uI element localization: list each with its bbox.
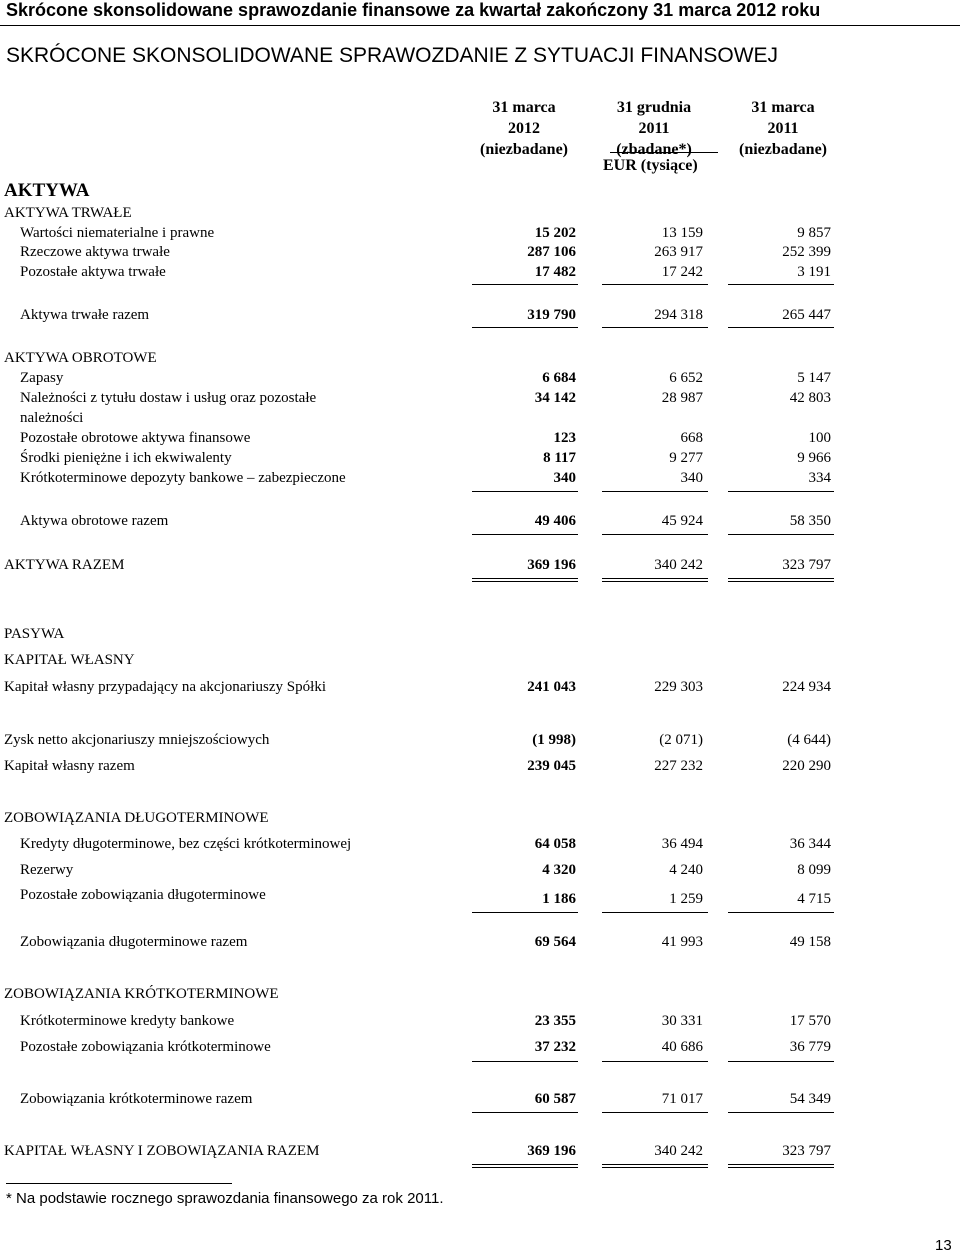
col1-line3: (niezbadane): [480, 141, 568, 158]
row-label: Kapitał własny przypadający na akcjonariuszy Spółki: [4, 679, 326, 695]
row-value: 5 147: [797, 370, 831, 386]
row-value: 41 993: [661, 934, 703, 950]
row-value: 6 652: [669, 370, 703, 386]
section-aktywa-obrotowe: AKTYWA OBROTOWE: [4, 350, 157, 366]
subtotal-rule: [472, 912, 578, 913]
row-value: 17 570: [789, 1013, 831, 1029]
row-value: (4 644): [787, 732, 831, 748]
row-label: Kredyty długoterminowe, bez części krótkoterminowej: [20, 836, 352, 852]
row-value: 28 987: [661, 390, 703, 406]
row-value: 229 303: [654, 679, 703, 695]
row-label: Środki pieniężne i ich ekwiwalenty: [20, 450, 232, 466]
row-value: 17 482: [534, 264, 576, 280]
subtotal-rule: [602, 534, 708, 535]
row-value: 15 202: [534, 225, 576, 241]
row-value: 239 045: [527, 758, 576, 774]
subtotal-rule: [472, 284, 578, 285]
row-value: 265 447: [782, 307, 831, 323]
subtotal-rule: [728, 912, 834, 913]
row-label: Pozostałe aktywa trwałe: [20, 264, 166, 280]
row-value: 340: [680, 470, 703, 486]
row-value: 3 191: [797, 264, 831, 280]
row-value: 4 240: [669, 862, 703, 878]
row-label: Pozostałe zobowiązania krótkoterminowe: [20, 1039, 271, 1055]
subtotal-rule: [472, 491, 578, 492]
row-label-continued: należności: [20, 410, 84, 426]
total-double-rule: [472, 1164, 578, 1168]
row-value: 36 344: [789, 836, 831, 852]
row-value: 323 797: [782, 1143, 831, 1159]
subtotal-rule: [728, 284, 834, 285]
subtotal-rule: [472, 327, 578, 328]
col3-line3: (niezbadane): [739, 141, 827, 158]
subtotal-rule: [728, 1112, 834, 1113]
column-header-2012-03: [466, 97, 582, 160]
row-label: Zysk netto akcjonariuszy mniejszościowych: [4, 732, 270, 748]
row-value: 4 320: [542, 862, 576, 878]
total-double-rule: [472, 578, 578, 582]
row-value: 36 494: [661, 836, 703, 852]
row-value: 49 158: [789, 934, 831, 950]
row-value: 9 857: [797, 225, 831, 241]
row-value: 8 117: [543, 450, 576, 466]
col3-line2: 2011: [767, 120, 799, 137]
row-value: 54 349: [789, 1091, 831, 1107]
col1-line1: 31 marca: [492, 99, 556, 116]
row-value: 9 277: [669, 450, 703, 466]
row-value: 34 142: [534, 390, 576, 406]
row-label: Kapitał własny razem: [4, 758, 135, 774]
section-kapital-wlasny: KAPITAŁ WŁASNY: [4, 652, 135, 668]
subtotal-rule: [602, 1112, 708, 1113]
row-value: 334: [808, 470, 831, 486]
row-label: Pozostałe zobowiązania długoterminowe: [20, 887, 266, 903]
row-value: 49 406: [534, 513, 576, 529]
subtotal-rule: [728, 327, 834, 328]
section-aktywa-trwale: AKTYWA TRWAŁE: [4, 205, 132, 221]
row-value: 668: [680, 430, 703, 446]
total-double-rule: [602, 578, 708, 582]
row-value: 319 790: [527, 307, 576, 323]
row-label: Aktywa obrotowe razem: [20, 513, 169, 529]
column-header-2011-12: [596, 97, 712, 160]
row-value: 241 043: [527, 679, 576, 695]
row-value: 369 196: [527, 557, 576, 573]
row-value: 37 232: [534, 1039, 576, 1055]
row-value: 13 159: [661, 225, 703, 241]
footnote: * Na podstawie rocznego sprawozdania finansowego za rok 2011.: [6, 1190, 444, 1207]
header-rule: [0, 25, 960, 26]
subtotal-rule: [602, 912, 708, 913]
col2-line2: 2011: [638, 120, 670, 137]
row-label: Zobowiązania krótkoterminowe razem: [20, 1091, 253, 1107]
subtotal-rule: [472, 1061, 578, 1062]
row-value: 45 924: [661, 513, 703, 529]
subtotal-rule: [728, 534, 834, 535]
subtotal-rule: [472, 534, 578, 535]
row-value: 17 242: [661, 264, 703, 280]
running-title: Skrócone skonsolidowane sprawozdanie finansowe za kwartał zakończony 31 marca 2012 roku: [6, 0, 821, 20]
row-value: 220 290: [782, 758, 831, 774]
row-value: 340: [553, 470, 576, 486]
row-label: AKTYWA RAZEM: [4, 557, 125, 573]
section-pasywa: PASYWA: [4, 626, 65, 642]
row-value: 42 803: [789, 390, 831, 406]
row-value: 60 587: [534, 1091, 576, 1107]
section-zobowiazania-dlugoterminowe: ZOBOWIĄZANIA DŁUGOTERMINOWE: [4, 810, 269, 826]
unit-rule: [610, 152, 718, 153]
row-value: 252 399: [782, 244, 831, 260]
page-number: 13: [935, 1237, 952, 1254]
col1-line2: 2012: [508, 120, 540, 137]
row-label: KAPITAŁ WŁASNY I ZOBOWIĄZANIA RAZEM: [4, 1143, 320, 1159]
row-value: 4 715: [797, 891, 831, 907]
col3-line1: 31 marca: [751, 99, 815, 116]
section-aktywa: AKTYWA: [4, 180, 90, 201]
currency-unit: EUR (tysiące): [603, 157, 698, 174]
subtotal-rule: [728, 1061, 834, 1062]
total-double-rule: [728, 1164, 834, 1168]
subtotal-rule: [602, 491, 708, 492]
row-value: 123: [553, 430, 576, 446]
subtotal-rule: [602, 327, 708, 328]
row-value: 30 331: [661, 1013, 703, 1029]
row-value: 69 564: [534, 934, 576, 950]
row-value: 287 106: [527, 244, 576, 260]
row-value: 40 686: [661, 1039, 703, 1055]
row-value: 36 779: [789, 1039, 831, 1055]
row-label: Zobowiązania długoterminowe razem: [20, 934, 248, 950]
row-label: Krótkoterminowe kredyty bankowe: [20, 1013, 235, 1029]
row-value: 6 684: [542, 370, 576, 386]
row-value: 294 318: [654, 307, 703, 323]
row-label: Pozostałe obrotowe aktywa finansowe: [20, 430, 251, 446]
total-double-rule: [728, 578, 834, 582]
row-value: 224 934: [782, 679, 831, 695]
document-title: SKRÓCONE SKONSOLIDOWANE SPRAWOZDANIE Z SYTUACJI FINANSOWEJ: [6, 44, 779, 67]
row-value: 369 196: [527, 1143, 576, 1159]
row-label: Rzeczowe aktywa trwałe: [20, 244, 170, 260]
row-value: 23 355: [534, 1013, 576, 1029]
section-zobowiazania-krotkoterminowe: ZOBOWIĄZANIA KRÓTKOTERMINOWE: [4, 986, 279, 1002]
row-value: 9 966: [797, 450, 831, 466]
row-value: 1 186: [542, 891, 576, 907]
row-value: 100: [808, 430, 831, 446]
row-value: 8 099: [797, 862, 831, 878]
row-value: 263 917: [654, 244, 703, 260]
row-value: 227 232: [654, 758, 703, 774]
subtotal-rule: [472, 1112, 578, 1113]
row-label: Wartości niematerialne i prawne: [20, 225, 215, 241]
row-label: Rezerwy: [20, 862, 74, 878]
row-value: 340 242: [654, 1143, 703, 1159]
row-value: 71 017: [661, 1091, 703, 1107]
row-label: Krótkoterminowe depozyty bankowe – zabezpieczone: [20, 470, 346, 486]
row-label: Zapasy: [20, 370, 64, 386]
col2-line3: (zbadane*): [616, 141, 692, 158]
row-label: Należności z tytułu dostaw i usług oraz pozostałe: [20, 390, 317, 406]
col2-line1: 31 grudnia: [616, 99, 692, 116]
row-value: 340 242: [654, 557, 703, 573]
row-value: (1 998): [532, 732, 576, 748]
subtotal-rule: [602, 284, 708, 285]
row-label: Aktywa trwałe razem: [20, 307, 150, 323]
footnote-rule: [6, 1183, 232, 1184]
total-double-rule: [602, 1164, 708, 1168]
row-value: 58 350: [789, 513, 831, 529]
row-value: 64 058: [534, 836, 576, 852]
column-header-2011-03: [725, 97, 841, 160]
subtotal-rule: [602, 1061, 708, 1062]
row-value: 323 797: [782, 557, 831, 573]
row-value: 1 259: [669, 891, 703, 907]
row-value: (2 071): [659, 732, 703, 748]
subtotal-rule: [728, 491, 834, 492]
